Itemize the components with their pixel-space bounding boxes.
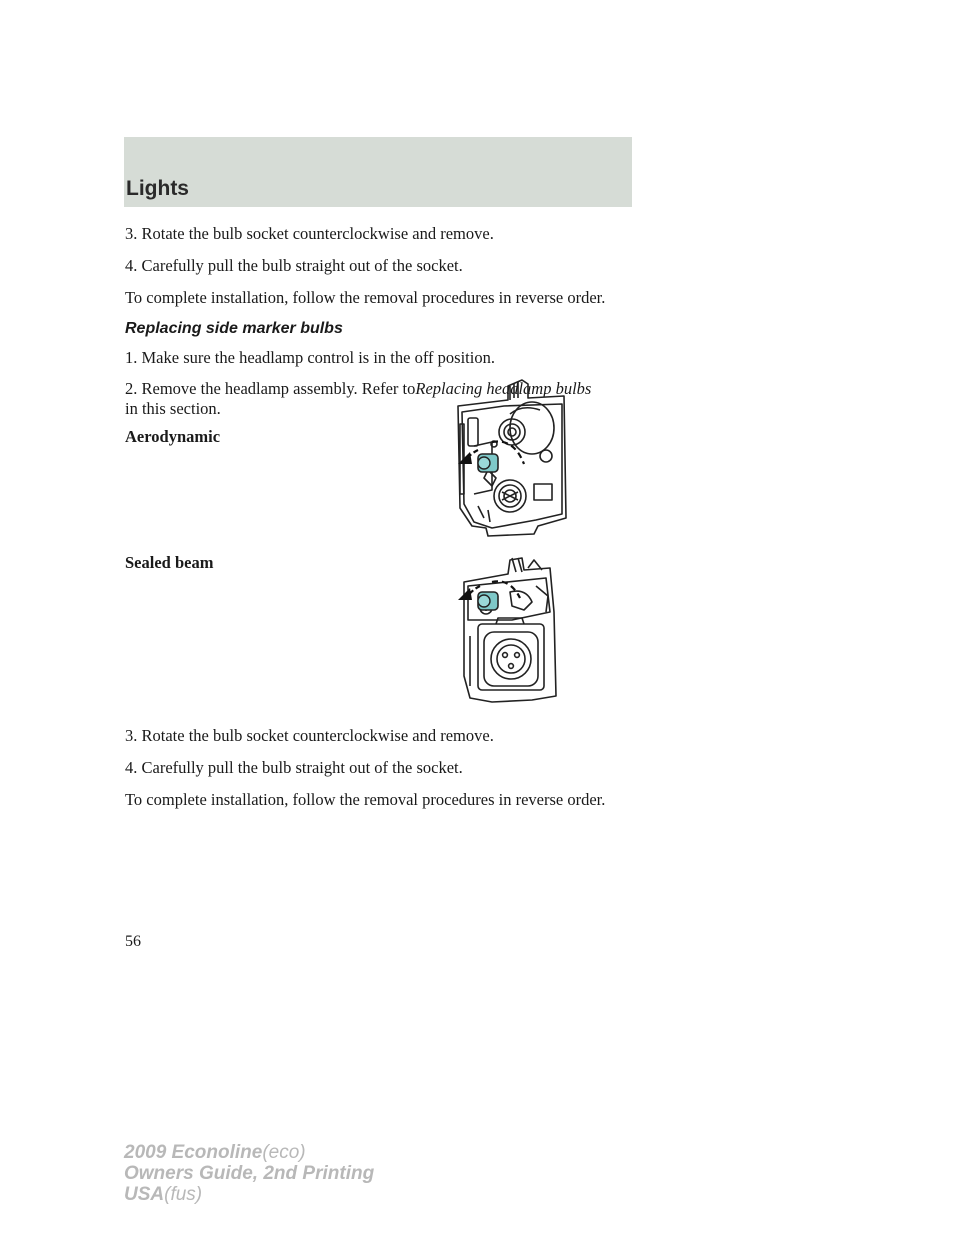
step-2-reference: Replacing headlamp bulbs xyxy=(415,379,592,398)
step-4-top: 4. Carefully pull the bulb straight out of the socket. xyxy=(125,256,463,275)
step-3-top: 3. Rotate the bulb socket counterclockwise and remove. xyxy=(125,224,494,243)
step-4-bottom: 4. Carefully pull the bulb straight out of the socket. xyxy=(125,758,463,777)
footer-line-2 xyxy=(124,1163,374,1184)
step-1: 1. Make sure the headlamp control is in the off position. xyxy=(125,348,495,367)
sealed-beam-headlamp-illustration xyxy=(452,556,562,706)
step-2-continuation: in this section. xyxy=(125,399,221,418)
footer xyxy=(124,1142,374,1205)
aerodynamic-label: Aerodynamic xyxy=(125,427,221,446)
footer-model: 2009 Econoline xyxy=(124,1142,263,1163)
footer-model-code: (eco) xyxy=(262,1142,306,1163)
section-title: Lights xyxy=(126,177,189,200)
section-header xyxy=(124,137,632,207)
subsection-heading: Replacing side marker bulbs xyxy=(125,320,343,337)
completion-note-bottom: To complete installation, follow the removal procedures in reverse order. xyxy=(125,790,606,809)
aerodynamic-headlamp-illustration xyxy=(448,378,572,540)
footer-line-1 xyxy=(124,1142,374,1163)
footer-market-code: (fus) xyxy=(164,1184,203,1205)
page-number: 56 xyxy=(125,933,141,950)
completion-note-top: To complete installation, follow the removal procedures in reverse order. xyxy=(125,288,606,307)
sealed-beam-label: Sealed beam xyxy=(125,553,214,572)
footer-market: USA xyxy=(124,1184,165,1205)
footer-guide: Owners Guide, 2nd Printing xyxy=(124,1163,375,1184)
step-2-text: 2. Remove the headlamp assembly. Refer to xyxy=(125,379,416,398)
step-3-bottom: 3. Rotate the bulb socket counterclockwise and remove. xyxy=(125,726,494,745)
footer-line-3 xyxy=(124,1184,374,1205)
